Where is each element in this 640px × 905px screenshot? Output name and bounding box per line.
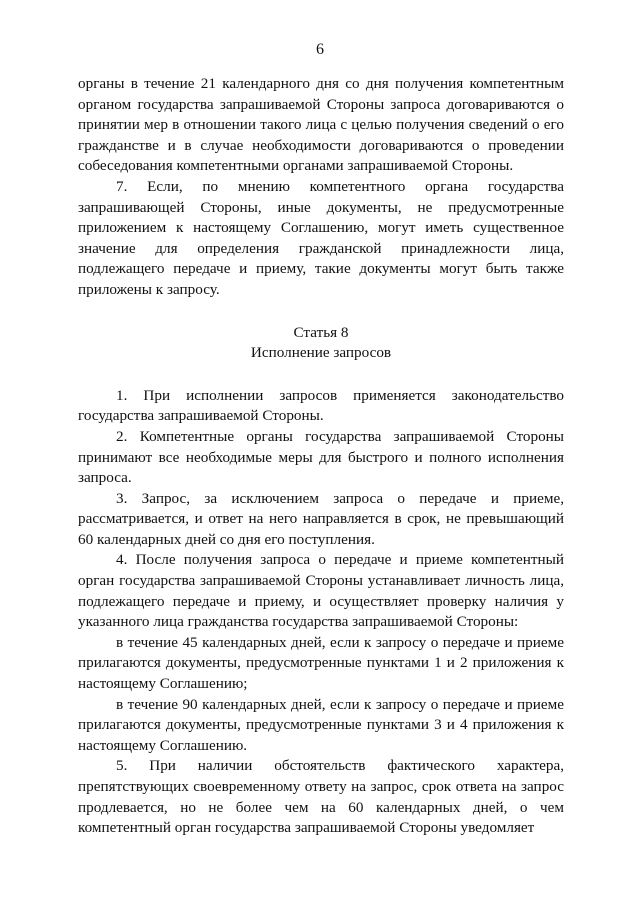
article-heading (78, 323, 564, 364)
paragraph-item-1: 1. При исполнении запросов применяется законодательство государства запрашиваемой Стороны. (78, 386, 564, 425)
article-number: Статья 8 (293, 323, 349, 341)
paragraph-item-2: 2. Компетентные органы государства запрашиваемой Стороны принимают все необходимые меры для быстрого и полного исполнения запроса. (78, 427, 564, 487)
paragraph-subitem-45-days: в течение 45 календарных дней, если к запросу о передаче и приеме прилагаются документы, предусмотренные пунктами 1 и 2 приложения к настоящему Соглашению; (78, 633, 564, 693)
paragraph-item-3: 3. Запрос, за исключением запроса о передаче и приеме, рассматривается, и ответ на него направляется в срок, не превышающий 60 календарных дней со дня его поступления. (78, 489, 564, 548)
page-number: 6 (316, 41, 324, 58)
paragraph-item-7: 7. Если, по мнению компетентного органа государства запрашивающей Стороны, иные документы, не предусмотренные приложением к настоящему Соглашению, могут иметь существенное значение для определения гражданской принадлежности лица, подлежащего передаче и приему, такие документы могут быть также приложены к запросу. (78, 177, 564, 298)
paragraph-item-5: 5. При наличии обстоятельств фактического характера, препятствующих своевременному ответу на запрос, срок ответа на запрос продлевается, но не более чем на 60 календарных дней, о чем компетентный орган государства запрашиваемой Стороны уведомляет (78, 757, 564, 837)
article-title: Исполнение запросов (250, 344, 392, 362)
paragraph-continuation: органы в течение 21 календарного дня со дня получения компетентным органом государства запрашиваемой Стороны запроса договариваются о принятии мер в отношении такого лица с целью получения сведений о его гражданстве и в случае необходимости договариваются о проведении собеседования компетентными органами запрашиваемой Стороны. (78, 75, 564, 175)
document-body (78, 74, 564, 839)
paragraph-item-4: 4. После получения запроса о передаче и приеме компетентный орган государства запрашиваемой Стороны устанавливает личность лица, подлежащего передаче и приему, и осуществляет проверку наличия у указанного лица гражданства государства запрашиваемой Стороны: (78, 551, 564, 631)
paragraph-subitem-90-days: в течение 90 календарных дней, если к запросу о передаче и приеме прилагаются документы, предусмотренные пунктами 3 и 4 приложения к настоящему Соглашению. (78, 695, 564, 754)
